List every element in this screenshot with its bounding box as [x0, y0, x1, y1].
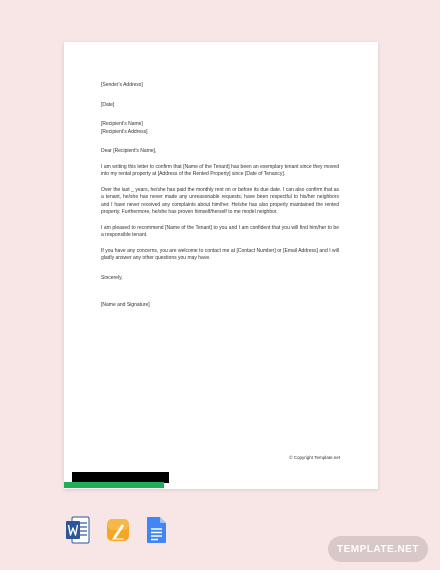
- sender-address: [Sender's Address]: [101, 82, 143, 88]
- paragraph-2: Over the last _ years, he/she has paid the monthly rent on or before its due date. I can also confirm that as a tenant, he/she has never made any unreasonable requests, have been respectful to his/her neighbors and I have never received any complaints about him/her. He/she has also properly maintained the rented property. Furthermore, he/she has proven himself/herself to me model neighbor.: [101, 186, 339, 215]
- google-docs-icon[interactable]: [145, 516, 169, 544]
- letter-body: [101, 82, 339, 310]
- recipient-address: [Recipient's Address]: [101, 128, 148, 135]
- signature: [Name and Signature]: [101, 302, 150, 308]
- copyright-text: © Copyright Template.net: [289, 455, 340, 460]
- pages-icon[interactable]: [106, 516, 130, 544]
- closing: Sincerely,: [101, 274, 123, 281]
- letter-date: [Date]: [101, 101, 115, 108]
- watermark-badge: TEMPLATE.NET: [328, 536, 428, 562]
- accent-bar: [64, 482, 164, 488]
- paragraph-1: I am writing this letter to confirm that [Name of the Tenant] has been an exemplary tenant since they moved into my rental property at [Address of the Rented Property] since [Date of Tenancy].: [101, 163, 339, 177]
- recipient-name: [Recipient's Name]: [101, 121, 143, 127]
- salutation: Dear [Recipient's Name],: [101, 148, 157, 154]
- word-icon[interactable]: [66, 516, 90, 544]
- letter-page: [64, 42, 378, 489]
- paragraph-3: I am pleased to recommend [Name of the Tenant] to you and I am confident that you will find him/her to be a responsible tenant.: [101, 224, 339, 238]
- paragraph-4: If you have any concerns, you are welcome to contact me at [Contact Number] or [Email Address] and I will gladly answer any other questions you may have.: [101, 247, 339, 261]
